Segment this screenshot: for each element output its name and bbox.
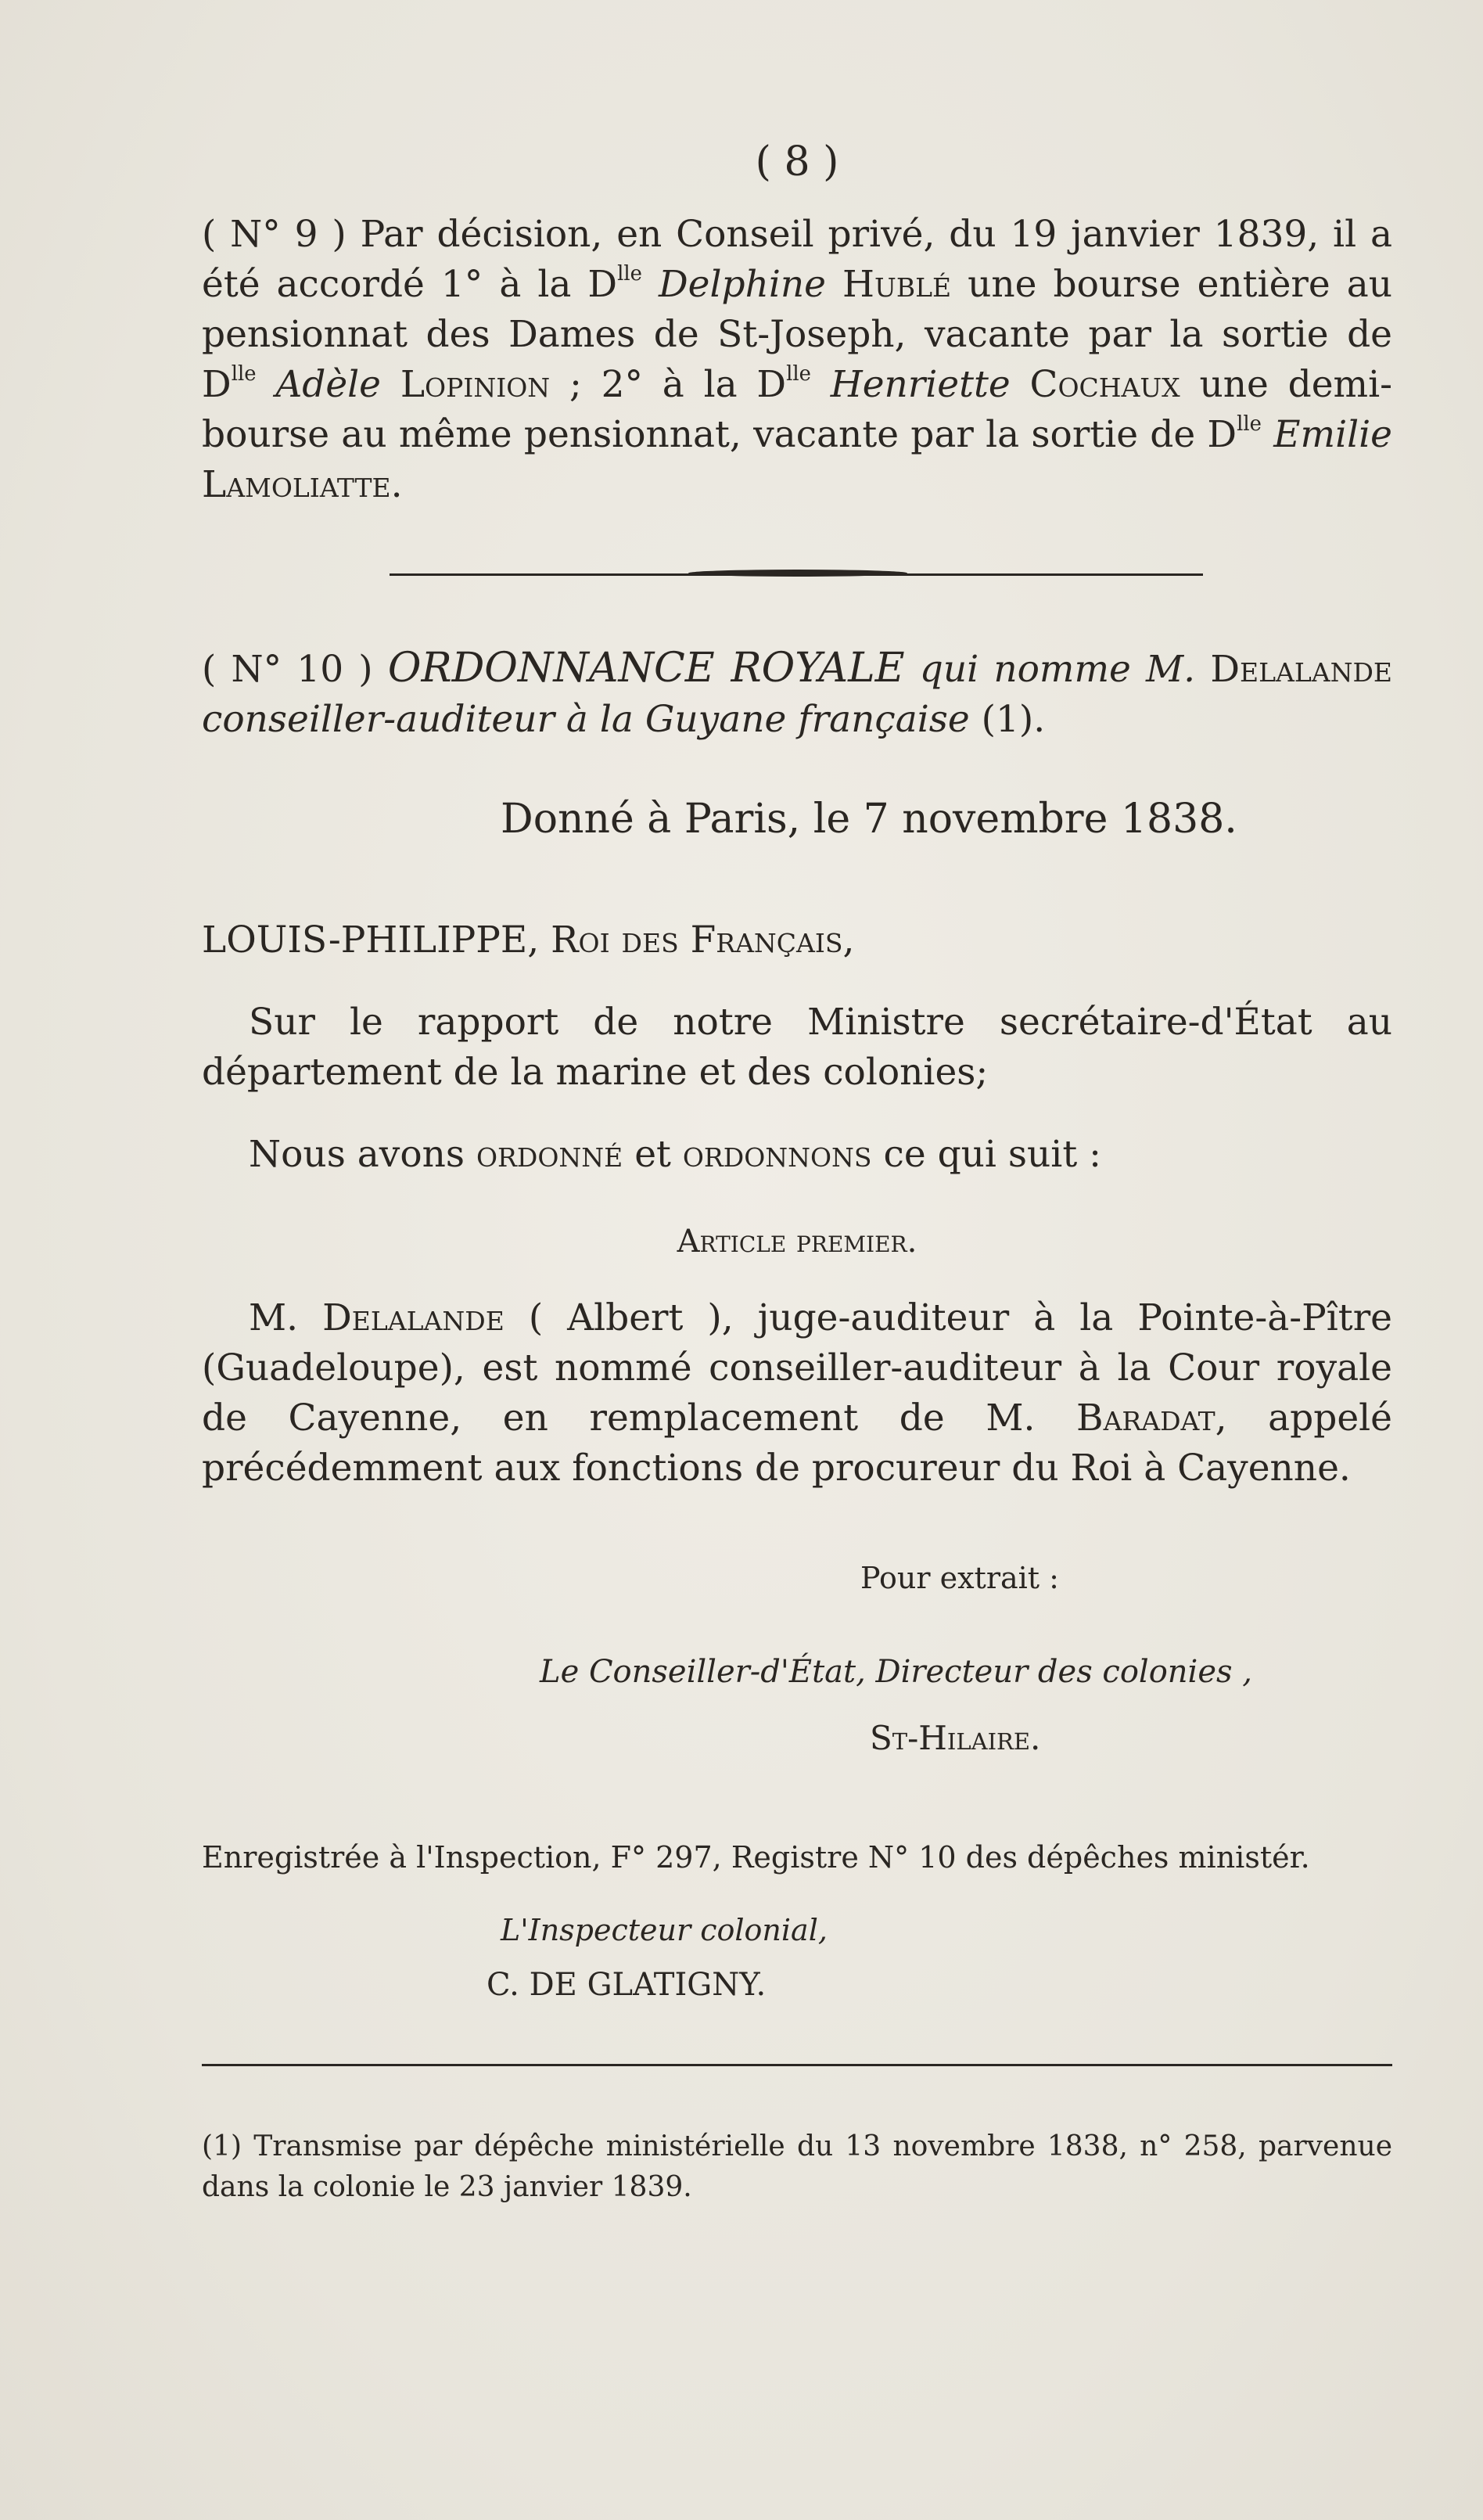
ordinance-no10-heading: ( N° 10 ) ORDONNANCE ROYALE qui nomme M. Delalande conseiller-auditeur à la Guyane française (1). (202, 645, 1392, 741)
decision-no9-paragraph: ( N° 9 ) Par décision, en Conseil privé, du 19 janvier 1839, il a été accordé 1° à la $D^{lle}$ Delphine Hublé une bourse entière au pensionnat des Dames de St-Joseph, vacante par la sortie de $D^{lle}$ Adèle Lopinion ; 2° à la $D^{lle}$ Henriette Cochaux une demi-bourse au même pensionnat, vacante par la sortie de $D^{lle}$ Emilie Lamoliatte. (202, 213, 1392, 506)
footnote-rule (202, 2064, 1392, 2066)
item-number: ( N° 9 ) (202, 213, 347, 256)
page-number: ( 8 ) (755, 138, 839, 185)
order-paragraph: Nous avons ordonné et ordonnons ce qui suit : (249, 1133, 1101, 1176)
inspector-name: C. DE GLATIGNY. (487, 1967, 767, 2003)
article-paragraph: M. Delalande ( Albert ), juge-auditeur à la Pointe-à-Pître (Guadeloupe), est nommé conseiller-auditeur à la Cour royale de Cayenne, en remplacement de M. Baradat, appelé précédemment aux fonctions de procureur du Roi à Cayenne. (202, 1296, 1392, 1490)
divider-ornament (688, 570, 907, 577)
date-line: Donné à Paris, le 7 novembre 1838. (501, 796, 1237, 843)
inspector-title: L'Inspecteur colonial, (501, 1913, 828, 1947)
article-heading: Article premier. (677, 1224, 917, 1260)
king-line: LOUIS-PHILIPPE, Roi des Français, (202, 918, 855, 962)
registration-line: Enregistrée à l'Inspection, F° 297, Registre N° 10 des dépêches ministér. (202, 1840, 1310, 1875)
report-paragraph: Sur le rapport de notre Ministre secrétaire-d'État au département de la marine et des colonies; (202, 1001, 1392, 1094)
footnote-reference: (1) (981, 698, 1034, 741)
footnote: (1) Transmise par dépêche ministérielle du 13 novembre 1838, n° 258, parvenue dans la colonie le 23 janvier 1839. (202, 2130, 1392, 2203)
signatory-title: Le Conseiller-d'État, Directeur des colonies , (540, 1654, 1252, 1690)
signatory-name: St-Hilaire. (870, 1719, 1041, 1757)
extract-label: Pour extrait : (860, 1561, 1059, 1595)
item-number: ( N° 10 ) (202, 648, 373, 691)
